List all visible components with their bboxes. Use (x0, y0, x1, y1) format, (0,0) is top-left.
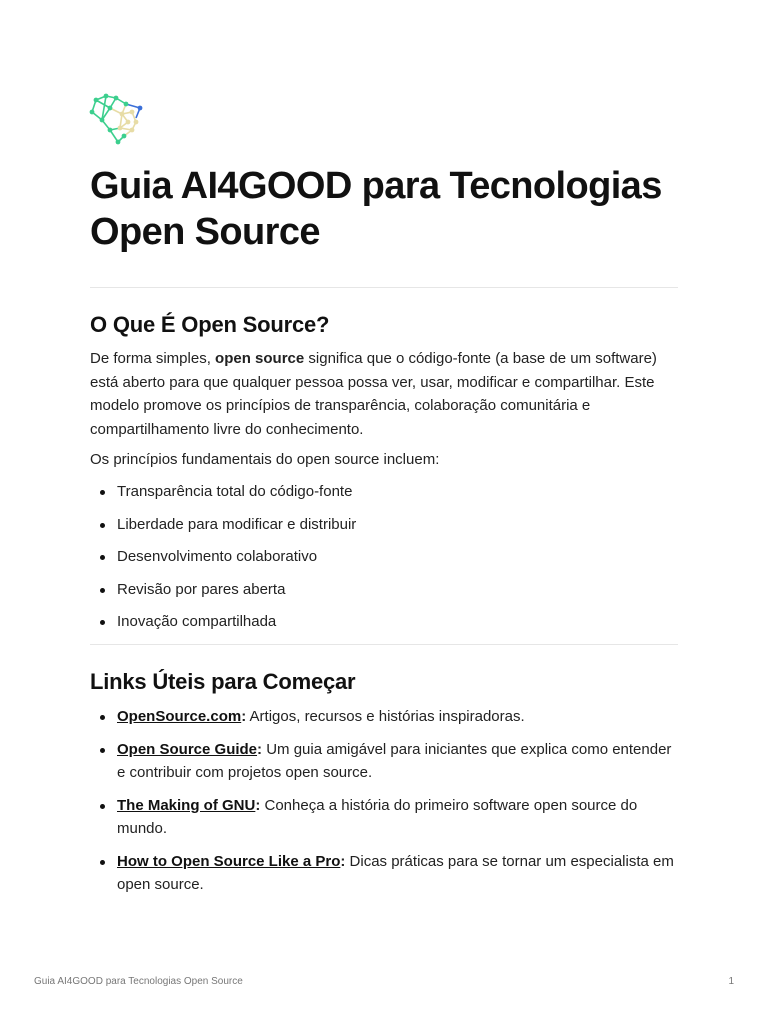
document-title: Guia AI4GOOD para Tecnologias Open Source (90, 165, 662, 253)
link-colon: : (340, 852, 346, 870)
list-item: Liberdade para modificar e distribuir (90, 513, 678, 537)
section-heading-useful-links: Links Úteis para Começar (90, 669, 356, 694)
principles-list (90, 480, 678, 634)
brazil-network-map-icon (88, 90, 148, 150)
opensource-com-link[interactable]: OpenSource.com (117, 708, 242, 725)
divider (90, 287, 678, 288)
list-item: Desenvolvimento colaborativo (90, 545, 678, 569)
link-description: Um guia amigável para iniciantes que explica como entender e contribuir com projetos open source. (117, 740, 672, 781)
principles-intro: Os princípios fundamentais do open source incluem: (90, 451, 440, 468)
list-item: Revisão por pares aberta (90, 578, 678, 602)
link-colon: : (255, 796, 261, 814)
list-item (90, 738, 678, 785)
list-item (90, 794, 678, 841)
list-item (90, 705, 678, 729)
link-colon: : (241, 708, 247, 725)
link-description: Artigos, recursos e histórias inspiradoras. (246, 708, 525, 725)
intro-text-pre: De forma simples, (90, 350, 216, 367)
open-source-guide-link[interactable]: Open Source Guide (117, 740, 258, 758)
link-description: Dicas práticas para se tornar um especialista em open source. (117, 852, 674, 893)
links-list (90, 705, 678, 897)
list-item: Transparência total do código-fonte (90, 480, 678, 504)
list-item: Inovação compartilhada (90, 610, 678, 634)
footer-page-number: 1 (728, 976, 734, 987)
list-item (90, 850, 678, 897)
divider (90, 644, 678, 645)
making-of-gnu-link[interactable]: The Making of GNU (117, 796, 256, 814)
link-description: Conheça a história do primeiro software open source do mundo. (117, 796, 638, 837)
intro-paragraph (90, 347, 678, 441)
open-source-like-a-pro-link[interactable]: How to Open Source Like a Pro (117, 852, 341, 870)
section-heading-what-is-open-source: O Que É Open Source? (90, 312, 330, 337)
intro-text-post: significa que o código-fonte (a base de um software) está aberto para que qualquer pessoa possa ver, usar, modificar e compartilhar. Este modelo promove os princípios de transparência, colaboração comunitária e compartilhamento livre do conhecimento. (90, 350, 657, 438)
link-colon: : (257, 740, 263, 758)
intro-text-bold: open source (215, 350, 305, 367)
footer-document-title: Guia AI4GOOD para Tecnologias Open Source (34, 976, 243, 987)
